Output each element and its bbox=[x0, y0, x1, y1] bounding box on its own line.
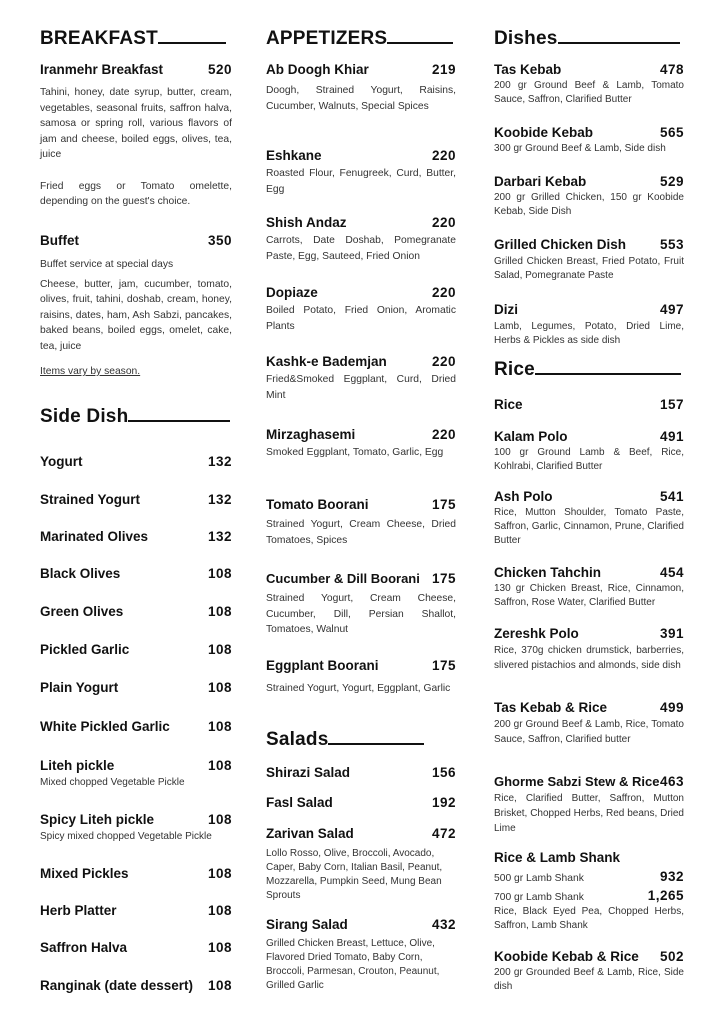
item-note: Fried eggs or Tomato omelette, depending on the guest's choice. bbox=[40, 180, 232, 207]
item-price: 132 bbox=[207, 529, 232, 544]
item-name: Pickled Garlic bbox=[40, 642, 130, 657]
item-name: Dopiaze bbox=[266, 285, 318, 300]
menu-item bbox=[494, 700, 684, 747]
item-name: Buffet bbox=[40, 233, 79, 248]
item-price: 108 bbox=[207, 978, 232, 993]
item-description: 200 gr Ground Beef & Lamb, Rice, Tomato Sauce, Saffron, Clarified butter bbox=[494, 719, 684, 745]
item-price: 565 bbox=[659, 125, 684, 140]
item-price: 541 bbox=[659, 489, 684, 504]
item-name: Cucumber & Dill Boorani bbox=[266, 571, 420, 586]
section-heading-dishes: Dishes bbox=[494, 28, 680, 50]
menu-item-iranmehr-breakfast bbox=[40, 62, 232, 210]
item-name: Eggplant Boorani bbox=[266, 658, 379, 673]
option-label: 500 gr Lamb Shank bbox=[494, 873, 584, 884]
item-description: Boiled Potato, Fried Onion, Aromatic Plants bbox=[266, 305, 456, 332]
item-description: Rice, Mutton Shoulder, Tomato Paste, Saffron, Garlic, Cinnamon, Prune, Clarified Butter bbox=[494, 507, 684, 546]
section-heading-side-dish: Side Dish bbox=[40, 406, 230, 428]
item-price: 350 bbox=[207, 233, 232, 248]
menu-item bbox=[40, 866, 232, 881]
item-price: 220 bbox=[431, 148, 456, 163]
item-name: Dizi bbox=[494, 302, 519, 317]
item-description: Rice, Clarified Butter, Saffron, Mutton Brisket, Chopped Herbs, Red beans, Dried Lime bbox=[494, 793, 684, 834]
item-name: Strained Yogurt bbox=[40, 492, 141, 507]
item-price: 491 bbox=[659, 429, 684, 444]
item-name: Ghorme Sabzi Stew & Rice bbox=[494, 774, 660, 789]
section-heading-salads: Salads bbox=[266, 729, 424, 751]
item-name: Plain Yogurt bbox=[40, 680, 119, 695]
item-price: 502 bbox=[659, 949, 684, 964]
item-price: 175 bbox=[431, 571, 456, 586]
menu-item bbox=[494, 125, 684, 156]
item-price: 108 bbox=[207, 719, 232, 734]
option-label: 700 gr Lamb Shank bbox=[494, 892, 584, 903]
option-price: 932 bbox=[659, 869, 684, 884]
item-description: Smoked Eggplant, Tomato, Garlic, Egg bbox=[266, 447, 444, 458]
menu-item bbox=[494, 302, 684, 348]
item-price: 391 bbox=[659, 626, 684, 641]
item-name: Tomato Boorani bbox=[266, 497, 369, 512]
item-name: White Pickled Garlic bbox=[40, 719, 170, 734]
menu-item bbox=[40, 719, 232, 734]
item-price: 108 bbox=[207, 866, 232, 881]
item-description: 300 gr Ground Beef & Lamb, Side dish bbox=[494, 143, 666, 154]
item-price: 175 bbox=[431, 497, 456, 512]
item-price: 108 bbox=[207, 642, 232, 657]
item-name: Herb Platter bbox=[40, 903, 117, 918]
menu-item bbox=[40, 812, 232, 845]
menu-item bbox=[494, 429, 684, 474]
item-price: 220 bbox=[431, 285, 456, 300]
item-name: Sirang Salad bbox=[266, 917, 348, 932]
menu-item bbox=[266, 497, 456, 548]
item-price: 157 bbox=[659, 397, 684, 412]
item-name: Liteh pickle bbox=[40, 758, 115, 773]
menu-item bbox=[266, 354, 456, 403]
item-name: Tas Kebab & Rice bbox=[494, 700, 608, 715]
menu-item bbox=[494, 397, 684, 412]
item-name: Ash Polo bbox=[494, 489, 553, 504]
item-name: Spicy Liteh pickle bbox=[40, 812, 155, 827]
menu-item bbox=[40, 566, 232, 581]
item-price: 108 bbox=[207, 566, 232, 581]
item-price: 219 bbox=[431, 62, 456, 77]
item-name: Ab Doogh Khiar bbox=[266, 62, 369, 77]
item-price: 156 bbox=[431, 765, 456, 780]
item-description: Lollo Rosso, Olive, Broccoli, Avocado, Caper, Baby Corn, Italian Basil, Peanut, Mozzarella, Pumpkin Seed, Mung Bean Sprouts bbox=[266, 848, 443, 901]
item-description: Grilled Chicken Breast, Lettuce, Olive, Flavored Dried Tomato, Baby Corn, Broccoli, Parmesan, Crouton, Peaunut, Grilled Garlic bbox=[266, 938, 440, 991]
item-description: Doogh, Strained Yogurt, Raisins, Cucumber, Walnuts, Special Spices bbox=[266, 85, 456, 112]
menu-item-buffet bbox=[40, 233, 232, 380]
item-name: Fasl Salad bbox=[266, 795, 333, 810]
item-price: 472 bbox=[431, 826, 456, 841]
menu-item bbox=[266, 658, 456, 697]
menu-item bbox=[494, 174, 684, 219]
item-name: Zereshk Polo bbox=[494, 626, 579, 641]
section-heading-breakfast: BREAKFAST bbox=[40, 28, 226, 50]
item-description: 100 gr Ground Lamb & Beef, Rice, Kohlrabi, Clarified Butter bbox=[494, 447, 684, 472]
item-price: 108 bbox=[207, 812, 232, 827]
item-price: 108 bbox=[207, 758, 232, 773]
option-row bbox=[494, 888, 684, 903]
menu-item bbox=[494, 62, 684, 107]
item-name: Marinated Olives bbox=[40, 529, 149, 544]
item-description: Roasted Flour, Fenugreek, Curd, Butter, Egg bbox=[266, 168, 456, 195]
item-name: Rice & Lamb Shank bbox=[494, 850, 621, 865]
item-name: Rice bbox=[494, 397, 523, 412]
item-name: Zarivan Salad bbox=[266, 826, 354, 841]
menu-item bbox=[266, 215, 456, 264]
item-name: Eshkane bbox=[266, 148, 322, 163]
item-price: 132 bbox=[207, 454, 232, 469]
item-name: Yogurt bbox=[40, 454, 83, 469]
menu-item bbox=[40, 903, 232, 918]
item-note: Items vary by season. bbox=[40, 366, 141, 377]
item-name: Tas Kebab bbox=[494, 62, 562, 77]
item-name: Iranmehr Breakfast bbox=[40, 62, 164, 77]
item-description: Strained Yogurt, Cream Cheese, Cucumber, Dill, Persian Shallot, Tomatoes, Walnut bbox=[266, 593, 456, 635]
menu-item bbox=[266, 427, 456, 461]
menu-item bbox=[266, 795, 456, 810]
item-price: 553 bbox=[659, 237, 684, 252]
menu-item bbox=[40, 978, 232, 993]
menu-item bbox=[40, 604, 232, 619]
menu-item bbox=[40, 758, 232, 791]
item-description: 200 gr Ground Beef & Lamb, Tomato Sauce, Saffron, Clarified Butter bbox=[494, 80, 684, 105]
menu-item bbox=[266, 62, 456, 114]
section-heading-appetizers: APPETIZERS bbox=[266, 28, 453, 50]
item-description: Strained Yogurt, Yogurt, Eggplant, Garlic bbox=[266, 683, 451, 694]
item-subtitle: Buffet service at special days bbox=[40, 259, 174, 270]
item-description: Fried&Smoked Eggplant, Curd, Dried Mint bbox=[266, 374, 456, 401]
menu-item bbox=[494, 626, 684, 673]
item-description: Strained Yogurt, Cream Cheese, Dried Tomatoes, Spices bbox=[266, 519, 456, 546]
section-heading-rice: Rice bbox=[494, 359, 681, 381]
menu-item bbox=[266, 917, 456, 993]
item-price: 478 bbox=[659, 62, 684, 77]
menu-item bbox=[40, 680, 232, 695]
item-name: Ranginak (date dessert) bbox=[40, 978, 194, 993]
item-price: 132 bbox=[207, 492, 232, 507]
menu-item bbox=[494, 237, 684, 283]
item-description: Rice, 370g chicken drumstick, barberries, slivered pistachios and almonds, side dish bbox=[494, 645, 684, 671]
item-price: 520 bbox=[207, 62, 232, 77]
item-price: 499 bbox=[659, 700, 684, 715]
item-name: Shirazi Salad bbox=[266, 765, 351, 780]
item-description: 130 gr Chicken Breast, Rice, Cinnamon, Saffron, Rose Water, Clarified Butter bbox=[494, 583, 684, 608]
item-name: Green Olives bbox=[40, 604, 124, 619]
item-description: Grilled Chicken Breast, Fried Potato, Fruit Salad, Pomegranate Paste bbox=[494, 256, 684, 281]
item-name: Chicken Tahchin bbox=[494, 565, 602, 580]
item-description: Carrots, Date Doshab, Pomegranate Paste, Egg, Sauteed, Fried Onion bbox=[266, 235, 456, 262]
menu-item bbox=[40, 642, 232, 657]
item-name: Mirzaghasemi bbox=[266, 427, 356, 442]
item-name: Koobide Kebab & Rice bbox=[494, 949, 639, 964]
item-description: 200 gr Grilled Chicken, 150 gr Koobide Kebab, Side Dish bbox=[494, 192, 684, 217]
item-description: Mixed chopped Vegetable Pickle bbox=[40, 777, 185, 788]
menu-item bbox=[494, 850, 684, 933]
item-price: 108 bbox=[207, 604, 232, 619]
item-price: 497 bbox=[659, 302, 684, 317]
item-price: 108 bbox=[207, 903, 232, 918]
menu-item bbox=[266, 826, 456, 903]
item-name: Darbari Kebab bbox=[494, 174, 587, 189]
item-description: Tahini, honey, date syrup, butter, cream, vegetables, seasonal fruits, saffron halva, samosa or spring roll, various flavors of jam and cheese, boiled eggs, olives, tea, juice bbox=[40, 87, 232, 160]
item-description: 200 gr Grounded Beef & Lamb, Rice, Side dish bbox=[494, 967, 684, 992]
item-price: 529 bbox=[659, 174, 684, 189]
menu-item bbox=[494, 489, 684, 548]
menu-item bbox=[40, 940, 232, 955]
item-price: 175 bbox=[431, 658, 456, 673]
item-name: Shish Andaz bbox=[266, 215, 347, 230]
item-price: 220 bbox=[431, 354, 456, 369]
option-price: 1,265 bbox=[647, 888, 684, 903]
menu-item bbox=[266, 285, 456, 334]
item-name: Grilled Chicken Dish bbox=[494, 237, 627, 252]
item-price: 192 bbox=[431, 795, 456, 810]
item-price: 454 bbox=[659, 565, 684, 580]
item-name: Koobide Kebab bbox=[494, 125, 594, 140]
menu-item bbox=[266, 765, 456, 780]
item-price: 108 bbox=[207, 680, 232, 695]
item-name: Kashk-e Bademjan bbox=[266, 354, 387, 369]
menu-item bbox=[494, 774, 684, 836]
menu-item bbox=[266, 148, 456, 197]
menu-item bbox=[266, 571, 456, 638]
menu-item bbox=[494, 565, 684, 610]
menu-item bbox=[40, 529, 232, 544]
item-description: Cheese, butter, jam, cucumber, tomato, olives, fruit, tahini, doshab, cream, honey, raisins, dates, ham, Ash Sabzi, pancakes, baked beans, boiled eggs, omelet, cake, tea, juice bbox=[40, 278, 232, 352]
item-name: Mixed Pickles bbox=[40, 866, 129, 881]
menu-item bbox=[494, 949, 684, 994]
item-name: Kalam Polo bbox=[494, 429, 568, 444]
option-row bbox=[494, 869, 684, 884]
menu-item bbox=[40, 492, 232, 507]
item-price: 220 bbox=[431, 427, 456, 442]
item-price: 432 bbox=[431, 917, 456, 932]
item-price: 463 bbox=[659, 774, 684, 789]
item-description: Lamb, Legumes, Potato, Dried Lime, Herbs & Pickles as side dish bbox=[494, 321, 684, 346]
item-price: 108 bbox=[207, 940, 232, 955]
item-name: Black Olives bbox=[40, 566, 121, 581]
item-price: 220 bbox=[431, 215, 456, 230]
item-name: Saffron Halva bbox=[40, 940, 128, 955]
item-description: Rice, Black Eyed Pea, Chopped Herbs, Saffron, Lamb Shank bbox=[494, 906, 684, 931]
item-description: Spicy mixed chopped Vegetable Pickle bbox=[40, 831, 212, 842]
menu-item bbox=[40, 454, 232, 469]
